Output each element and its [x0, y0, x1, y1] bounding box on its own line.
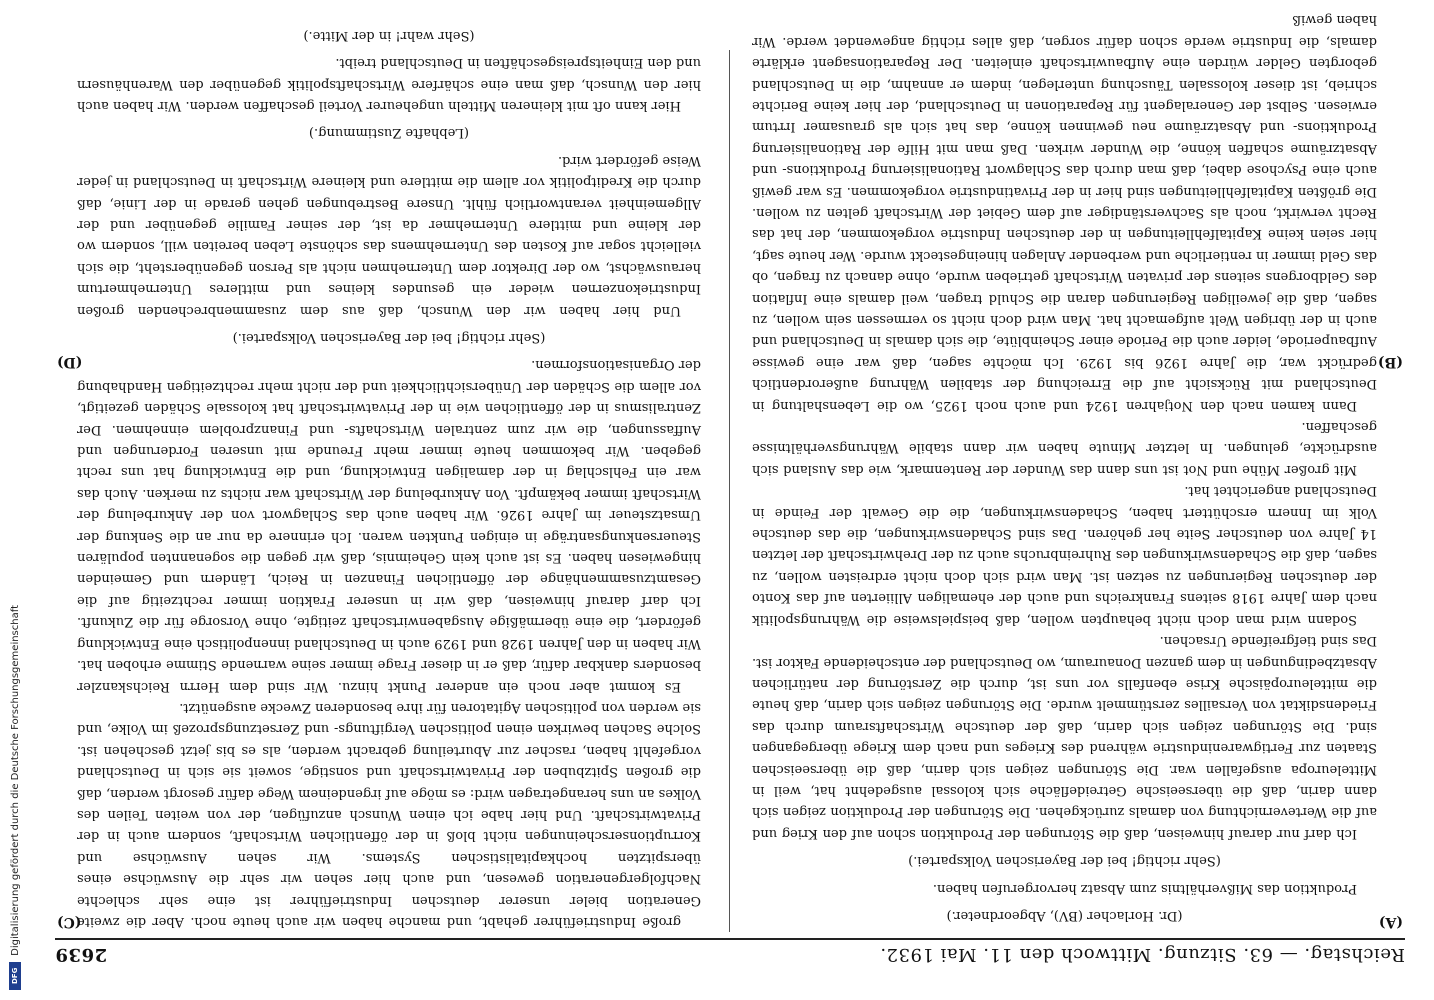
interjection: (Sehr richtig! bei der Bayerischen Volkspartei.) [232, 330, 546, 346]
paragraph: Dann kamen nach den Notjahren 1924 und auch noch 1925, wo die Lebenshaltung in Deutschland mit Rücksicht auf die Erreichung der stabilen Währung außerordentlich gedrückt war, die Jahre 1926 bis 1929. Ich möchte sagen, daß war eine gewisse Aufbauperiode, leider auch die Periode einer Scheinblüte, die sich damals in Deutschland und auch in der übrigen Welt aufgemacht hat. Man wird doch nicht so vermessen sein wollen, zu sagen, daß die jeweiligen Regierungen daran die Schuld tragen, weil damals eine Inflation des Geldborgens seitens der privaten Wirtschaft getrieben wurde, ohne danach zu fragen, ob das Geld immer in rentierliche und werbender Anlagen hineingesteckt wurde. Wer heute sagt, hier seien keine Kapitalfehlleitungen in der deutschen Industrie vorgekommen, der hat das Recht verwirkt, noch als Sachverständiger auf dem Gebiet der Wirtschaft gelten zu wollen. Die größten Kapitalfehlleitungen sind hier in der Privatindustrie vorgekommen. Es war gewiß auch eine Psychose dabei, daß man durch das Schlagwort Rationalisierung Produktions- und Absatzräume schaffen könne, die Wunder wirken. Daß man mit Hilfe der Rationalisierung Produktions- und Absatzräume neu gewinnen könne, das hat sich als grausamer Irrtum erwiesen. Selbst der Generalagent für Reparationen in Deutschland, der hier keine Berichte schrieb, ist dieser kolossalen Täuschung unterlegen, indem er annahm, die in Deutschland geborgten Gelder würden eine Aufbauwirtschaft einleiten. Der Reparationsagent erklärte damals, die Industrie werde schon dafür sorgen, daß alles richtig angewendet werde. Wir haben gewiß [752, 12, 1377, 413]
paragraph: Und hier haben wir den Wunsch, daß aus dem zusammenbrechenden großen Industriekonzernen wieder ein gesundes kleines und mittleres Unternehmertum herauswächst, wo der Direktor dem Unternehmen nicht als Person gegenübersteht, die sich vielleicht sogar auf Kosten des Unternehmens das schönste Leben bereiten will, sondern wo der kleine und mittlere Unternehmer da ist, der seiner Familie gegenüber und der Allgemeinheit verantwortlich fühlt. Unsere Bestrebungen gehen gerade in der Linie, daß durch die Kreditpolitik vor allem die mittlere und kleinere Wirtschaft in Deutschland in jeder Weise gefördert wird. [77, 152, 701, 318]
digitization-note [8, 10, 22, 990]
left-column [730, 12, 1405, 932]
running-header [55, 938, 1405, 970]
dfg-logo: DFG [9, 962, 21, 990]
paragraph: Es kommt aber noch ein anderer Punkt hinzu. Wir sind dem Herrn Reichskanzler besonders dankbar dafür, daß er in dieser Frage immer seine warnende Stimme erhoben hat. Wir haben in den Jahren 1928 und 1929 auch in Deutschland innenpolitisch eine Entwicklung gefördert, die eine übermäßige Ausgabenwirtschaft zeitigte, ohne Vorsorge für die Zukunft. Ich darf darauf hinweisen, daß wir in unserer Fraktion immer rechtzeitig auf die Gesamtzusammenhänge der öffentlichen Finanzen in Reich, Ländern und Gemeinden hingewiesen haben. Es ist auch kein Geheimnis, daß wir gegen die sogenannten populären Steuersenkungsanträge in einigen Punkten waren. Ich erinnere da nur an die Senkung der Umsatzsteuer im Jahre 1926. Wir haben auch das Schlagwort von der Ankurbelung der Wirtschaft immer bekämpft. Von Ankurbelung der Wirtschaft war nichts zu merken. Auch das war ein Fehlschlag in der damaligen Entwicklung, und die Entwicklung hat uns recht gegeben. Wir bekommen heute immer mehr Freunde mit unseren Forderungen und Auffassungen, die wir zum zentralen Wirtschafts- und Finanzproblem einnehmen. Der Zentralismus in der öffentlichen wie in der Privatwirtschaft hat kolossale Schäden gezeitigt, vor allem die Schäden der Unübersichtlichkeit und der nicht mehr rechtzeitigen Handhabung der Organisationsformen. [77, 357, 701, 694]
header-title: Reichstag. — 63. Sitzung. Mittwoch den 11. Mai 1932. [879, 944, 1405, 966]
page-number: 2639 [55, 944, 108, 966]
interjection: (Lebhafte Zustimmung.) [308, 125, 470, 141]
interjection: (Sehr wahr! in der Mitte.) [303, 27, 475, 43]
margin-mark-a: (A) [1378, 914, 1403, 930]
paragraph: Ich darf nur darauf hinweisen, daß die Störungen der Produktion schon auf den Krieg und auf die Wertevernichtung von damals zurückgehen. Die Störungen der Produktion zeigen sich dann darin, daß die überseeische Getreidefläche sich kolossal ausgedehnt hat, weil in Mitteleuropa ausgefallen war. Die Störungen zeigen sich darin, daß die überseeischen Staaten zur Fertigwarenindustrie während des Krieges und nach dem Kriege übergegangen sind. Die Störungen zeigen sich darin, daß der deutsche Wirtschaftsraum durch das Friedensdiktat von Versailles zerstümmelt wurde. Die Störungen zeigen sich darin, daß heute die mitteleuropäische Krise ebenfalls vor uns ist, durch die Zerstörung der natürlichen Absatzbedingungen in dem ganzen Donauraum, wo Deutschland der entscheidende Faktor ist. Das sind tiefgreifende Ursachen. [752, 633, 1377, 841]
paragraph: Sodann wird man doch nicht behaupten wollen, daß beispielsweise die Währungspolitik nach dem Jahre 1918 seitens Frankreichs und auch der ehemaligen Alliierten auf das Konto der deutschen Regierungen zu setzen ist. Man wird sich doch nicht erdreisten wollen, zu sagen, daß die Schadenswirkungen des Ruhreinbruchs auch zu der Drehwirtschaft der letzten 14 Jahre von deutscher Seite her gehören. Das sind Schadenswirkungen, die das deutsche Volk im Innern erschüttert haben, Schadenswirkungen, die die Gewalt der Feinde in Deutschland angerichtet hat. [752, 483, 1377, 627]
margin-mark-c: (C) [57, 914, 82, 930]
margin-mark-d: (D) [57, 354, 83, 370]
text-columns [55, 12, 1405, 932]
right-column [55, 27, 730, 932]
paragraph: Produktion das Mißverhältnis zum Absatz hervorgerufen haben. [932, 880, 1357, 896]
paragraph: große Industrieführer gehabt, und manche haben wir auch heute noch. Aber die zweite Generation bieler unserer deutschen Industrieführer ist eine sehr schlechte Nachfolgergeneration gewesen, und auch hier sehen wir sehr die Auswüchse eines überspitzten hochkapitalistischen Systems. Wir sehen Auswüchse und Korruptionserscheinungen nicht bloß in der öffentlichen Wirtschaft, sondern auch in der Privatwirtschaft. Und hier habe ich einen Wunsch anzufügen, der von weiten Teilen des Volkes an uns herangetragen wird: es möge auf irgendeinem Wege dafür gesorgt werden, daß die großen Spitzbuben der Privatwirtschaft und sonstige, soweit sie sich in Deutschland vorgefehlt haben, rascher zur Aburteilung gebracht werden, als es bis jetzt geschehen ist. Solche Sachen bewirken einen politischen Vergiftungs- und Zersetzungsprozeß im Volke, und sie werden von politischen Agitatoren für ihre besonderen Zwecke ausgenützt. [77, 699, 701, 929]
margin-mark-b: (B) [1377, 354, 1403, 370]
scanned-page [55, 12, 1405, 970]
paragraph: Hier kann oft mit kleineren Mitteln ungeheurer Vorteil geschaffen werden. Wir haben auch hier den Wunsch, daß man eine schärfere Wirtschaftspolitik gegenüber den Warenhäusern und den Einheitspreisgeschäften in Deutschland treibt. [77, 55, 701, 113]
paragraph: Mit großer Mühe und Not ist uns dann das Wunder der Rentenmark, wie das Ausland sich ausdrückte, gelungen. In letzter Minute haben wir dann stabile Währungsverhältnisse geschaffen. [752, 419, 1377, 477]
interjection: (Sehr richtig! bei der Bayerischen Volkspartei.) [908, 853, 1221, 869]
funding-note: Digitalisierung gefördert durch die Deutsche Forschungsgemeinschaft [9, 605, 21, 956]
speaker-line: (Dr. Horlacher (BV), Abgeordneter.) [946, 908, 1183, 923]
